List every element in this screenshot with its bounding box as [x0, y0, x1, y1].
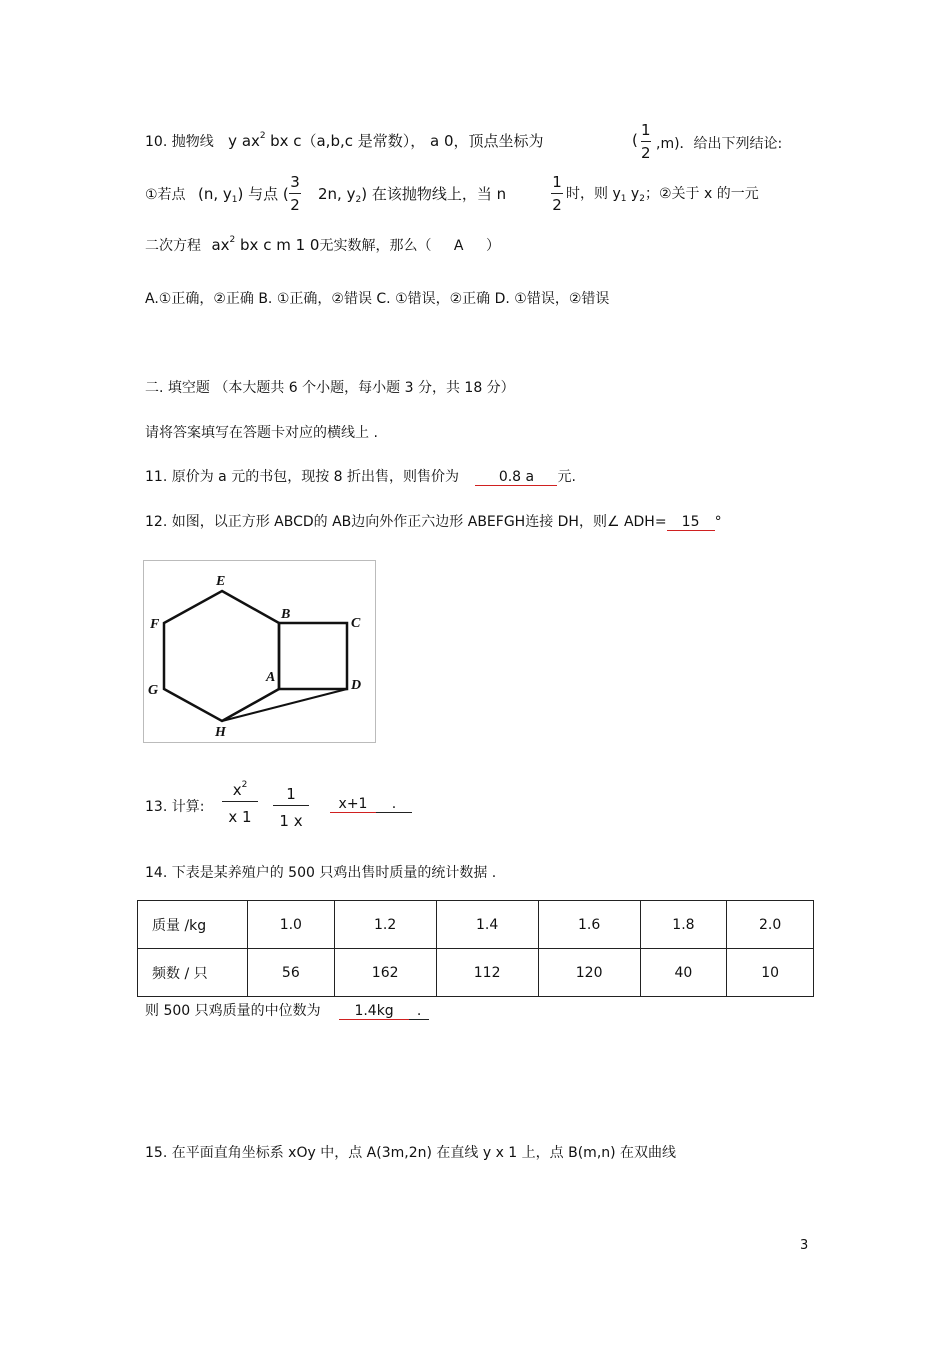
then-y1: 时，则 y: [566, 186, 621, 202]
q10-conditions: bx c（a,b,c 是常数）， a 0，顶点坐标为: [270, 132, 544, 150]
denominator: x 1: [228, 808, 252, 826]
table-row: [138, 949, 814, 997]
segment-dh: [222, 689, 347, 721]
q10-line2-mid: [318, 183, 506, 204]
q10-vertex-fraction: ( 1 2: [632, 121, 651, 162]
sub-2: 2: [639, 194, 645, 204]
q11: [145, 466, 576, 486]
fraction-numerator: 3: [290, 173, 300, 191]
table-cell: 1.0: [248, 901, 335, 949]
page-number: 3: [800, 1238, 809, 1253]
point-n: (n, y: [198, 185, 232, 203]
label-h: H: [215, 725, 226, 740]
hexagon-shape: [164, 591, 279, 721]
q10-line2: [145, 183, 289, 204]
q10-line1: [145, 130, 544, 151]
sub-1: 1: [620, 194, 627, 204]
section2-instruction: 请将答案填写在答题卡对应的横线上 .: [145, 425, 378, 441]
q10-cond1-label: ①若点: [145, 187, 186, 203]
q14-answer: 1.4kg: [339, 1003, 409, 1020]
exponent: 2: [241, 780, 248, 790]
quadratic-rest: bx c m 1 0: [235, 236, 320, 254]
q10-half: [551, 173, 563, 214]
table-cell: 1.2: [334, 901, 436, 949]
q13-fraction1: [222, 781, 258, 826]
and-point: ) 与点 (: [237, 185, 289, 203]
ax: ax: [211, 236, 230, 254]
q13-fraction2: [273, 785, 309, 830]
when-n: ) 在该抛物线上，当 n: [361, 185, 507, 203]
q11-tail: 元.: [557, 469, 576, 485]
numerator-x: x: [232, 781, 242, 799]
cond2-text: ；②关于 x 的一元: [644, 186, 759, 202]
table-cell: 1.6: [538, 901, 640, 949]
table-cell: 10: [727, 949, 814, 997]
chicken-weight-table: [137, 900, 814, 997]
q11-text: 11. 原价为 a 元的书包，现按 8 折出售，则售价为: [145, 469, 460, 485]
sub-2: 2: [355, 195, 362, 205]
exponent: 2: [229, 235, 236, 245]
table-cell: 1.4: [436, 901, 538, 949]
q14-median-line: [145, 1000, 429, 1020]
hexagon-square-diagram: [144, 561, 375, 742]
table-cell: 112: [436, 949, 538, 997]
q14-text: 14. 下表是某养殖户的 500 只鸡出售时质量的统计数据 .: [145, 865, 497, 881]
sub-1: 1: [231, 195, 238, 205]
point-2n: 2n, y: [318, 185, 356, 203]
q10-line2-tail: [566, 183, 759, 203]
label-b: B: [281, 607, 291, 622]
q10-line1-tail: ,m)．给出下列结论:: [656, 136, 783, 152]
q15-text: 15. 在平面直角坐标系 xOy 中，点 A(3m,2n) 在直线 y x 1 上，点 B(m,n) 在双曲线: [145, 1145, 677, 1161]
fraction-denominator: 2: [552, 196, 562, 214]
square-shape: [279, 623, 347, 689]
section2-title: 二. 填空题 （本大题共 6 个小题，每小题 3 分，共 18 分）: [145, 380, 515, 396]
fraction-numerator: 1: [641, 121, 651, 139]
q12: [145, 511, 722, 531]
q13-answer: x+1: [330, 796, 376, 813]
q14-tail: .: [409, 1003, 429, 1020]
q14-median-text: 则 500 只鸡质量的中位数为: [145, 1003, 321, 1019]
table-row: [138, 901, 814, 949]
segment-ah: [222, 689, 279, 721]
label-e: E: [216, 574, 226, 589]
quadratic-label: 二次方程: [145, 238, 201, 254]
q10-answer: A: [453, 238, 464, 254]
q12-tail: °: [714, 514, 722, 530]
q10-three-halves: [289, 173, 301, 214]
q10-options: A.①正确，②正确 B. ①正确，②错误 C. ①错误，②正确 D. ①错误，②错误: [145, 291, 610, 307]
table-cell: 频数 / 只: [138, 949, 248, 997]
q10-number: 10. 抛物线: [145, 134, 214, 150]
fraction-numerator: 1: [552, 173, 562, 191]
fraction-denominator: 2: [641, 144, 651, 162]
table-cell: 2.0: [727, 901, 814, 949]
q13-answer-line: [330, 796, 412, 813]
numerator-1: 1: [286, 785, 296, 803]
geometry-figure: [143, 560, 376, 743]
label-a: A: [266, 670, 276, 685]
q10-line3: [145, 235, 500, 255]
table-cell: 40: [640, 949, 727, 997]
no-real-roots-text: 无实数解，那么（: [319, 238, 432, 254]
denominator: 1 x: [279, 812, 303, 830]
label-g: G: [148, 683, 159, 698]
label-c: C: [351, 616, 361, 631]
table-cell: 56: [248, 949, 335, 997]
table-cell: 1.8: [640, 901, 727, 949]
label-d: D: [351, 678, 362, 693]
y2: y: [626, 186, 640, 202]
label-f: F: [150, 617, 160, 632]
q10-equation: y ax: [228, 132, 260, 150]
q10-exponent: 2: [259, 131, 266, 141]
q11-answer: 0.8 a: [475, 469, 557, 486]
close-paren: ）: [485, 238, 500, 254]
q13-tail: .: [376, 796, 412, 813]
table-cell: 质量 /kg: [138, 901, 248, 949]
q13-label: 13. 计算:: [145, 799, 205, 815]
q12-text: 12. 如图，以正方形 ABCD的 AB边向外作正六边形 ABEFGH连接 DH，则∠ ADH=: [145, 514, 667, 530]
table-cell: 162: [334, 949, 436, 997]
table-cell: 120: [538, 949, 640, 997]
q12-answer: 15: [667, 514, 715, 531]
fraction-denominator: 2: [290, 196, 300, 214]
